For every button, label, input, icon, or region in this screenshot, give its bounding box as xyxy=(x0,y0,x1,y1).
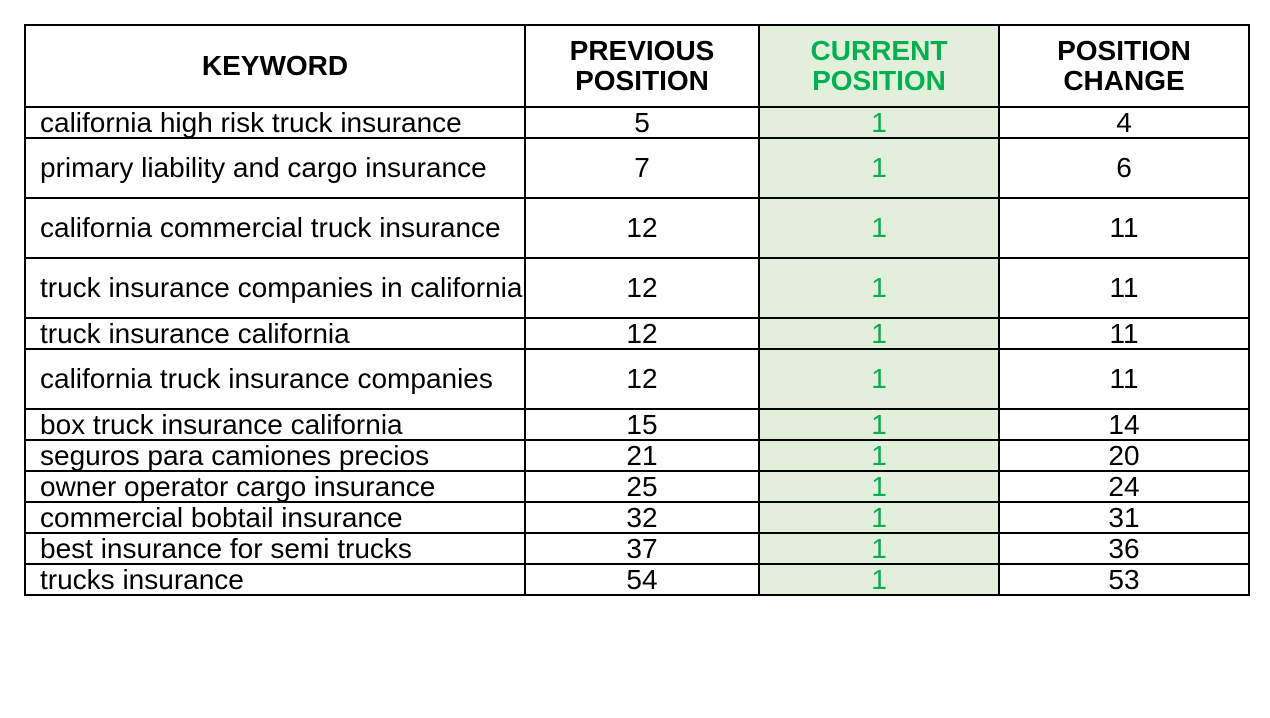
keyword-cell: california commercial truck insurance xyxy=(25,198,525,258)
current-position-cell: 1 xyxy=(759,349,999,409)
header-previous-position: PREVIOUS POSITION xyxy=(525,25,759,107)
table-row xyxy=(25,440,1249,471)
current-position-cell: 1 xyxy=(759,533,999,564)
current-position-cell: 1 xyxy=(759,502,999,533)
table-row xyxy=(25,318,1249,349)
position-change-cell: 4 xyxy=(999,107,1249,138)
header-current-position: CURRENT POSITION xyxy=(759,25,999,107)
position-change-cell: 24 xyxy=(999,471,1249,502)
position-change-cell: 11 xyxy=(999,198,1249,258)
keyword-cell: trucks insurance xyxy=(25,564,525,595)
keyword-cell: seguros para camiones precios xyxy=(25,440,525,471)
current-position-cell: 1 xyxy=(759,471,999,502)
table-row xyxy=(25,564,1249,595)
table-row xyxy=(25,138,1249,198)
position-change-cell: 53 xyxy=(999,564,1249,595)
position-change-cell: 14 xyxy=(999,409,1249,440)
keyword-ranking-table xyxy=(24,24,1250,596)
current-position-cell: 1 xyxy=(759,409,999,440)
table-row xyxy=(25,409,1249,440)
keyword-cell: truck insurance california xyxy=(25,318,525,349)
keyword-cell: truck insurance companies in california xyxy=(25,258,525,318)
table-row xyxy=(25,533,1249,564)
keyword-cell: california truck insurance companies xyxy=(25,349,525,409)
current-position-cell: 1 xyxy=(759,318,999,349)
keyword-cell: best insurance for semi trucks xyxy=(25,533,525,564)
current-position-cell: 1 xyxy=(759,258,999,318)
current-position-cell: 1 xyxy=(759,564,999,595)
current-position-cell: 1 xyxy=(759,440,999,471)
previous-position-cell: 15 xyxy=(525,409,759,440)
previous-position-cell: 25 xyxy=(525,471,759,502)
position-change-cell: 31 xyxy=(999,502,1249,533)
previous-position-cell: 12 xyxy=(525,198,759,258)
previous-position-cell: 12 xyxy=(525,258,759,318)
keyword-cell: commercial bobtail insurance xyxy=(25,502,525,533)
position-change-cell: 20 xyxy=(999,440,1249,471)
current-position-cell: 1 xyxy=(759,198,999,258)
position-change-cell: 36 xyxy=(999,533,1249,564)
current-position-cell: 1 xyxy=(759,107,999,138)
table-row xyxy=(25,107,1249,138)
previous-position-cell: 37 xyxy=(525,533,759,564)
header-position-change: POSITION CHANGE xyxy=(999,25,1249,107)
keyword-cell: owner operator cargo insurance xyxy=(25,471,525,502)
keyword-cell: california high risk truck insurance xyxy=(25,107,525,138)
header-row xyxy=(25,25,1249,107)
position-change-cell: 6 xyxy=(999,138,1249,198)
current-position-cell: 1 xyxy=(759,138,999,198)
previous-position-cell: 54 xyxy=(525,564,759,595)
previous-position-cell: 12 xyxy=(525,349,759,409)
previous-position-cell: 12 xyxy=(525,318,759,349)
previous-position-cell: 7 xyxy=(525,138,759,198)
table-row xyxy=(25,349,1249,409)
table-row xyxy=(25,502,1249,533)
position-change-cell: 11 xyxy=(999,349,1249,409)
table-row xyxy=(25,258,1249,318)
table-row xyxy=(25,198,1249,258)
keyword-cell: box truck insurance california xyxy=(25,409,525,440)
previous-position-cell: 5 xyxy=(525,107,759,138)
position-change-cell: 11 xyxy=(999,318,1249,349)
keyword-cell: primary liability and cargo insurance xyxy=(25,138,525,198)
position-change-cell: 11 xyxy=(999,258,1249,318)
header-keyword: KEYWORD xyxy=(25,25,525,107)
previous-position-cell: 21 xyxy=(525,440,759,471)
table-row xyxy=(25,471,1249,502)
previous-position-cell: 32 xyxy=(525,502,759,533)
